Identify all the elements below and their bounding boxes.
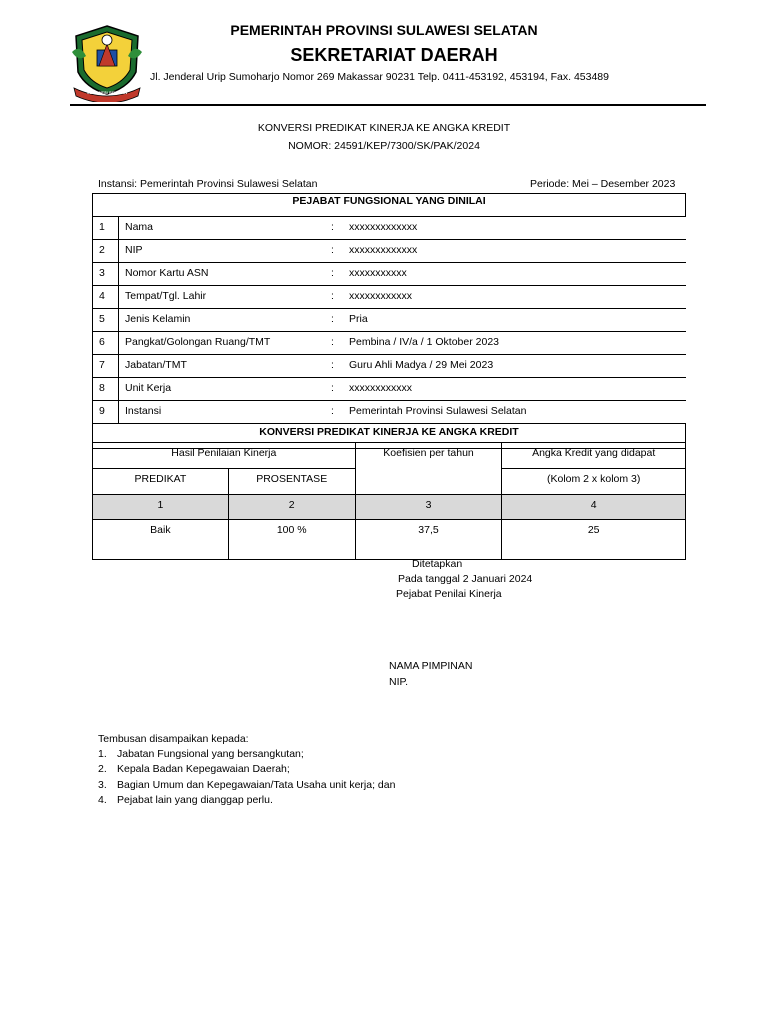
row-value: xxxxxxxxxxxx — [349, 290, 412, 302]
list-number: 4. — [98, 793, 107, 806]
row-colon: : — [331, 267, 334, 279]
periode-label: Periode: Mei – Desember 2023 — [530, 178, 676, 190]
header-government: PEMERINTAH PROVINSI SULAWESI SELATAN — [230, 22, 538, 38]
row-number: 2 — [93, 240, 119, 263]
row-label: NIP — [125, 244, 143, 256]
predikat-header: PREDIKAT — [93, 469, 229, 495]
row-value: Pemerintah Provinsi Sulawesi Selatan — [349, 405, 527, 417]
angka-kredit-value: 25 — [502, 520, 686, 560]
row-label: Instansi — [125, 405, 162, 417]
tembusan-heading: Tembusan disampaikan kepada: — [98, 733, 249, 745]
row-colon: : — [331, 405, 334, 417]
instansi-label: Instansi: Pemerintah Provinsi Sulawesi Selatan — [98, 178, 318, 190]
list-item — [98, 779, 395, 794]
table-row — [93, 355, 686, 378]
table-row — [93, 263, 686, 286]
row-number: 1 — [93, 217, 119, 240]
row-colon: : — [331, 359, 334, 371]
list-text: Kepala Badan Kepegawaian Daerah; — [117, 763, 290, 776]
ditetapkan-text: Ditetapkan — [412, 558, 463, 570]
table-row — [93, 378, 686, 401]
hasil-penilaian-header: Hasil Penilaian Kinerja — [93, 443, 356, 469]
angka-kredit-header: Angka Kredit yang didapat — [502, 443, 686, 469]
row-label: Nama — [125, 221, 154, 233]
document-number: NOMOR: 24591/KEP/7300/SK/PAK/2024 — [288, 140, 480, 152]
list-number: 1. — [98, 748, 107, 760]
signer-nip: NIP. — [389, 676, 409, 688]
kolom-formula-header: (Kolom 2 x kolom 3) — [502, 469, 686, 495]
row-colon: : — [331, 313, 334, 325]
table-row — [93, 309, 686, 332]
header-divider — [70, 104, 706, 106]
header-address: Jl. Jenderal Urip Sumoharjo Nomor 269 Makassar 90231 Telp. 0411-453192, 453194, Fax. 453489 — [150, 71, 609, 83]
list-item — [98, 794, 395, 809]
column-number: 1 — [93, 495, 229, 520]
row-number: 5 — [93, 309, 119, 332]
prosentase-header: PROSENTASE — [228, 469, 355, 495]
row-number: 3 — [93, 263, 119, 286]
list-item — [98, 763, 395, 778]
table-row — [93, 332, 686, 355]
row-value: xxxxxxxxxxxxx — [349, 221, 418, 233]
konversi-table — [92, 442, 686, 560]
row-label: Jabatan/TMT — [125, 359, 187, 371]
signer-name: NAMA PIMPINAN — [389, 660, 473, 672]
row-value: Guru Ahli Madya / 29 Mei 2023 — [349, 359, 494, 371]
column-number: 4 — [502, 495, 686, 520]
table-row — [93, 240, 686, 263]
row-label: Jenis Kelamin — [125, 313, 191, 325]
row-number: 8 — [93, 378, 119, 401]
pejabat-table — [92, 193, 686, 449]
document-title: KONVERSI PREDIKAT KINERJA KE ANGKA KREDIT — [257, 122, 511, 134]
row-colon: : — [331, 221, 334, 233]
row-number: 7 — [93, 355, 119, 378]
prosentase-value: 100 % — [228, 520, 355, 560]
row-value: Pembina / IV/a / 1 Oktober 2023 — [349, 336, 500, 348]
table-row — [93, 217, 686, 240]
tanggal-text: Pada tanggal 2 Januari 2024 — [398, 573, 533, 585]
predikat-value: Baik — [93, 520, 229, 560]
tembusan-list — [98, 748, 395, 809]
row-value: xxxxxxxxxxxx — [349, 382, 412, 394]
list-item — [98, 748, 395, 763]
row-colon: : — [331, 290, 334, 302]
list-number: 3. — [98, 778, 107, 791]
row-number: 9 — [93, 401, 119, 424]
row-value: xxxxxxxxxxx — [349, 267, 407, 279]
table-row — [93, 401, 686, 424]
row-number: 4 — [93, 286, 119, 309]
row-value: Pria — [349, 313, 368, 325]
row-number: 6 — [93, 332, 119, 355]
list-number: 2. — [98, 763, 107, 776]
column-number: 2 — [228, 495, 355, 520]
row-colon: : — [331, 244, 334, 256]
table-row — [93, 286, 686, 309]
list-text: Bagian Umum dan Kepegawaian/Tata Usaha unit kerja; dan — [117, 778, 396, 791]
row-colon: : — [331, 336, 334, 348]
koefisien-header: Koefisien per tahun — [355, 443, 502, 495]
pejabat-penilai-text: Pejabat Penilai Kinerja — [396, 588, 502, 600]
row-label: Unit Kerja — [125, 382, 172, 394]
list-text: Pejabat lain yang dianggap perlu. — [117, 793, 273, 806]
row-value: xxxxxxxxxxxxx — [349, 244, 418, 256]
row-label: Nomor Kartu ASN — [125, 267, 209, 279]
row-label: Pangkat/Golongan Ruang/TMT — [125, 336, 271, 348]
konversi-heading: KONVERSI PREDIKAT KINERJA KE ANGKA KREDIT — [93, 424, 686, 449]
row-label: Tempat/Tgl. Lahir — [125, 290, 207, 302]
pejabat-heading: PEJABAT FUNGSIONAL YANG DINILAI — [93, 194, 686, 217]
koefisien-value: 37,5 — [355, 520, 502, 560]
logo-banner-text: SULAWESI SELATAN — [86, 90, 128, 95]
list-text: Jabatan Fungsional yang bersangkutan; — [117, 748, 304, 760]
column-number: 3 — [355, 495, 502, 520]
header-secretariat: SEKRETARIAT DAERAH — [290, 45, 498, 65]
row-colon: : — [331, 382, 334, 394]
